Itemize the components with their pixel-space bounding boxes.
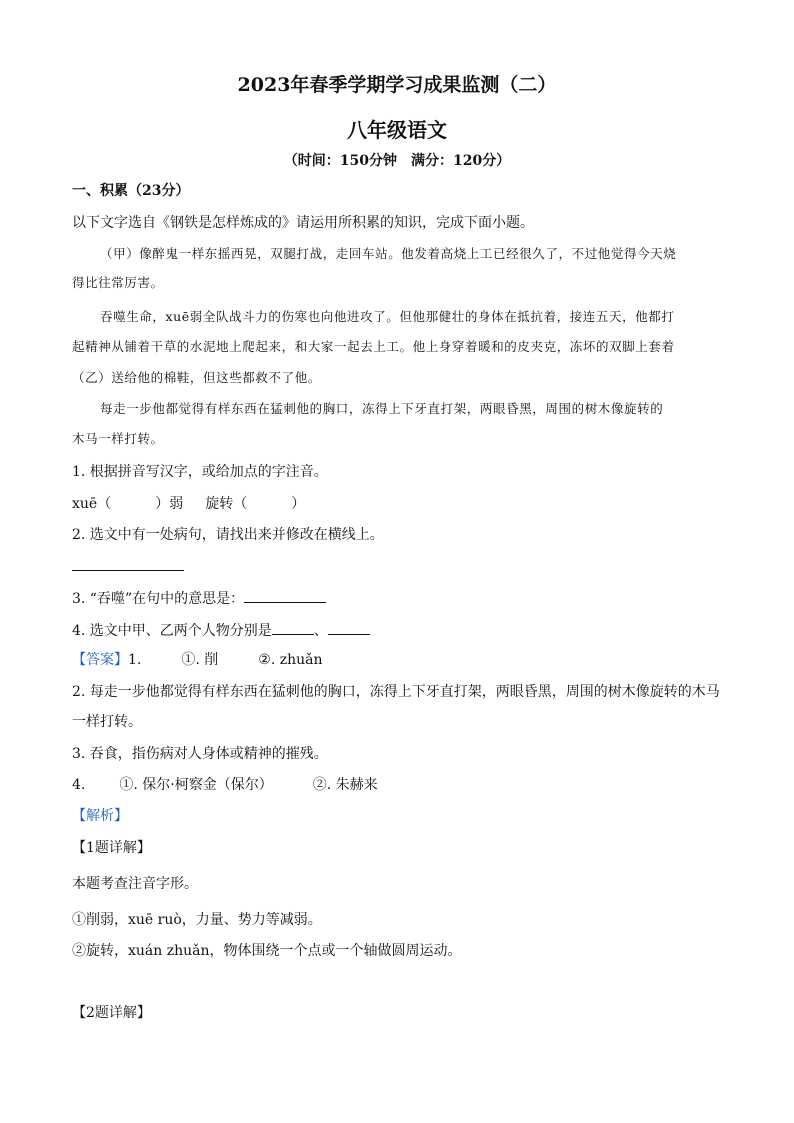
passage-line: 得比往常厉害。 [72,275,164,290]
question-3-blank[interactable] [244,588,326,603]
detail-1-item-1: ①削弱，xuē ruò，力量、势力等减弱。 [72,912,322,928]
question-3: 3. “吞噬”在句中的意思是： [72,588,732,609]
answer-2: 2. 每走一步他都觉得有样东西在猛刺他的胸口，冻得上下牙直打架，两眼昏黑，周围的树木像旋转的木马 [72,684,720,700]
question-1: 1. 根据拼音写汉字，或给加点的字注音。 [72,464,328,480]
answer-1: 【答案】1. ①. 削 ②. zhuǎn [72,652,323,668]
passage-line: （甲）像醉鬼一样东摇西晃，双腿打战，走回车站。他发着高烧上工已经很久了，不过他觉得今天烧 [100,246,677,261]
section-heading: 一、积累（23分） [72,183,190,199]
detail-heading-1: 【1题详解】 [72,840,151,856]
passage-line: 起精神从铺着干草的水泥地上爬起来，和大家一起去上工。他上身穿着暖和的皮夹克，冻坏的双脚上套着 [72,339,675,354]
question-1-blanks: xuē（ ）弱 旋转（ ） [72,496,306,512]
detail-1-item-2: ②旋转，xuán zhuǎn，物体围绕一个点或一个轴做圆周运动。 [72,943,462,959]
question-2-blank[interactable] [72,556,732,577]
question-4-blank-2[interactable] [328,620,370,635]
analysis-label: 【解析】 [72,808,128,824]
passage-line: 木马一样打转。 [72,431,164,446]
question-4-blank-1[interactable] [272,620,314,635]
passage-line: 吞噬生命，xuē弱全队战斗力的伤寒也向他进攻了。但他那健壮的身体在抵抗着，接连五天，他都打 [100,309,675,324]
passage-line: 每走一步他都觉得有样东西在猛刺他的胸口，冻得上下牙直打架，两眼昏黑，周围的树木像旋转的 [100,401,664,416]
passage-intro: 以下文字选自《钢铁是怎样炼成的》请运用所积累的知识，完成下面小题。 [72,215,534,231]
passage-line: （乙）送给他的棉鞋，但这些都救不了他。 [72,370,321,385]
document-subtitle: 八年级语文 [347,118,447,142]
document-title: 2023年春季学期学习成果监测（二） [237,74,557,96]
exam-info: （时间：150分钟 满分：120分） [283,153,511,169]
answer-3: 3. 吞食，指伤病对人身体或精神的摧残。 [72,746,328,762]
question-4: 4. 选文中甲、乙两个人物分别是 、 [72,620,732,641]
detail-heading-2: 【2题详解】 [72,1005,151,1021]
question-2: 2. 选文中有一处病句，请找出来并修改在横线上。 [72,527,384,543]
answer-2-cont: 一样打转。 [72,714,142,730]
answer-4: 4. ①. 保尔·柯察金（保尔） ②. 朱赫来 [72,777,378,793]
answer-label: 【答案】 [72,652,128,668]
detail-1-text: 本题考查注音字形。 [72,876,198,892]
